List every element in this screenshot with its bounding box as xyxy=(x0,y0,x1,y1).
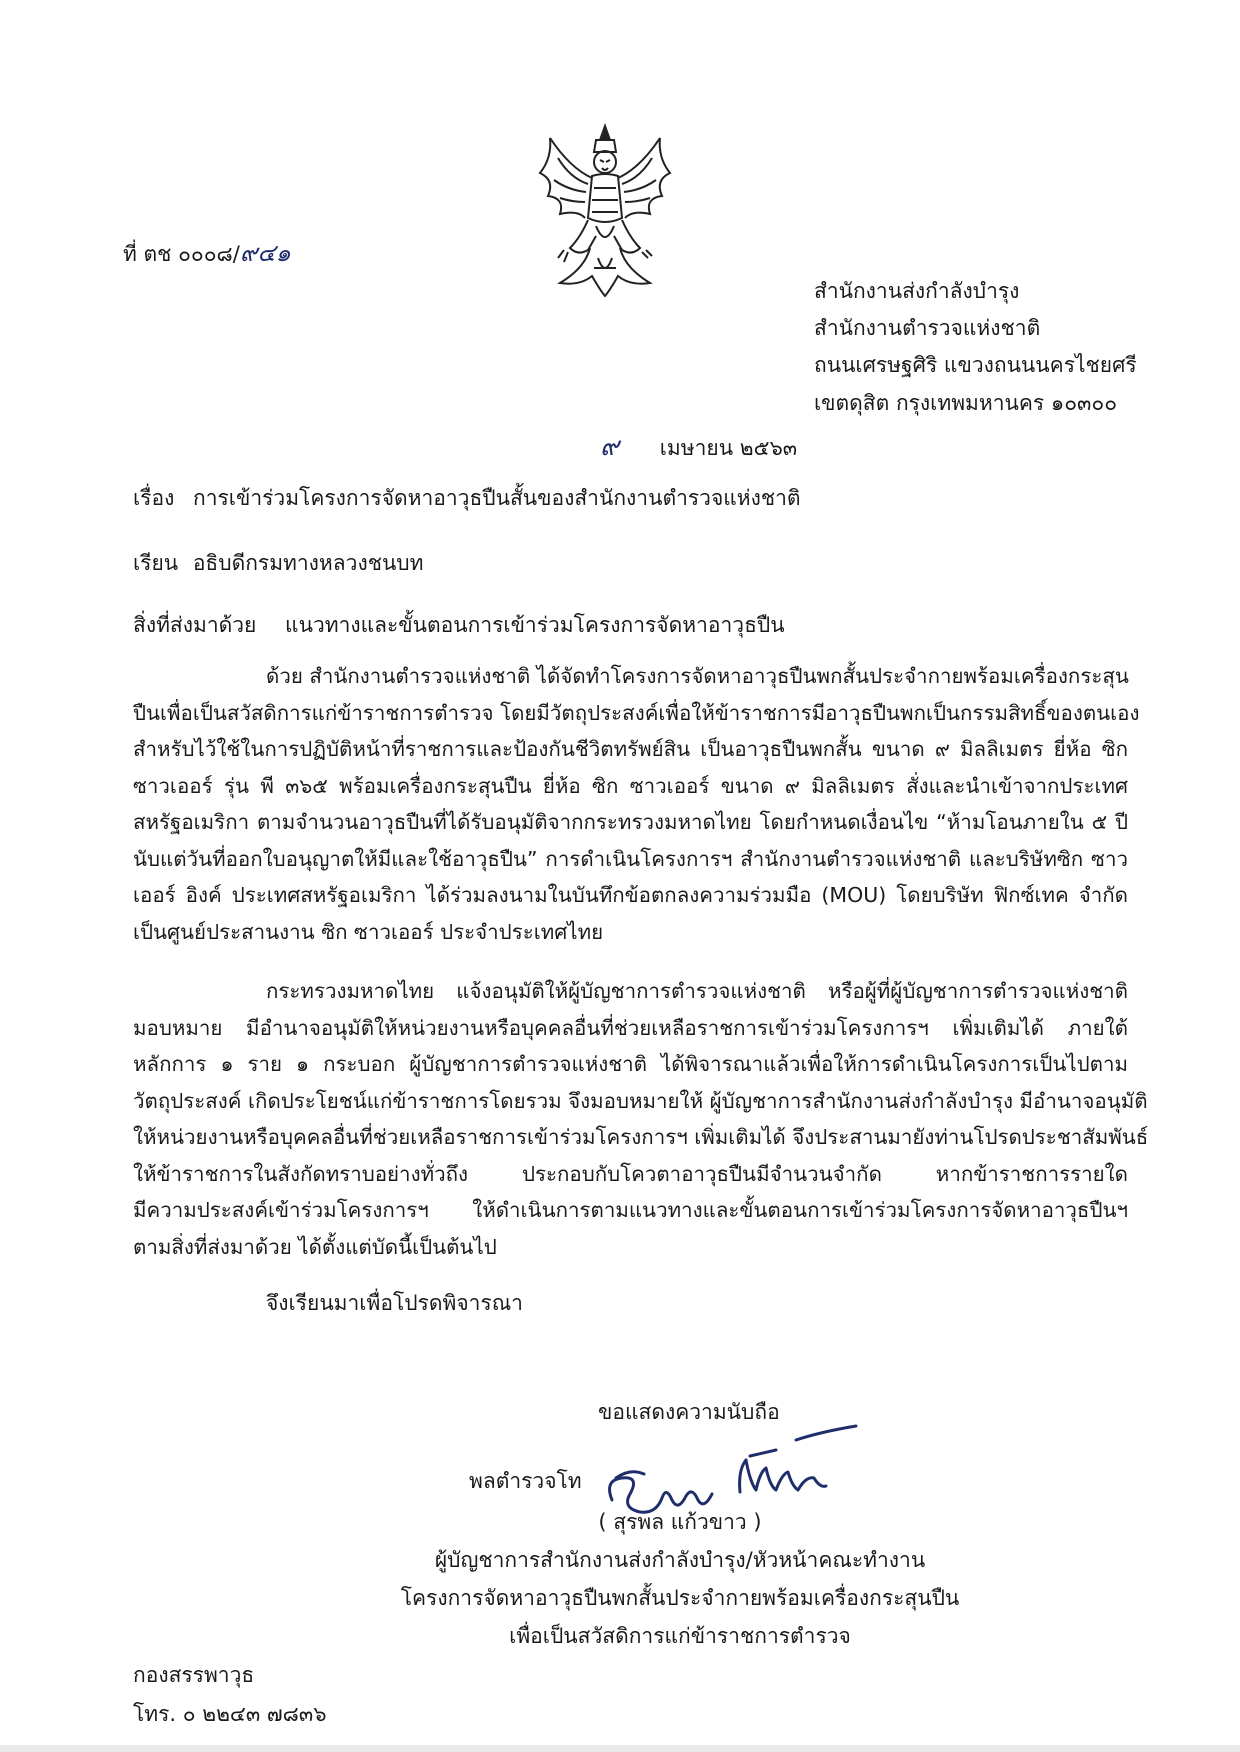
salutation-label: เรียน xyxy=(133,551,179,575)
reference-prefix: ที่ ตช ๐๐๐๘/ xyxy=(123,242,240,266)
enclosure-text: แนวทางและขั้นตอนการเข้าร่วมโครงการจัดหาอาวุธปืน xyxy=(285,613,785,637)
paragraph-line: มีความประสงค์เข้าร่วมโครงการฯ ให้ดำเนินการตามแนวทางและขั้นตอนการเข้าร่วมโครงการจัดหาอาวุธปืนฯ xyxy=(133,1198,1128,1222)
sender-office-line2: สำนักงานตำรวจแห่งชาติ xyxy=(814,316,1041,340)
closing-line: จึงเรียนมาเพื่อโปรดพิจารณา xyxy=(266,1291,523,1315)
paragraph-line: ตามสิ่งที่ส่งมาด้วย ได้ตั้งแต่บัดนี้เป็นต้นไป xyxy=(133,1234,497,1259)
letter-date xyxy=(600,432,797,463)
sender-address-line4: เขตดุสิต กรุงเทพมหานคร ๑๐๓๐๐ xyxy=(814,391,1118,415)
signatory-rank: พลตำรวจโท xyxy=(469,1469,582,1493)
salutation-line xyxy=(133,548,423,578)
paragraph-line: นับแต่วันที่ออกใบอนุญาตให้มีและใช้อาวุธปืน” การดำเนินโครงการฯ สำนักงานตำรวจแห่งชาติ และบริษัทซิก ซาว xyxy=(133,846,1128,871)
subject-label: เรื่อง xyxy=(133,486,175,510)
regards-line: ขอแสดงความนับถือ xyxy=(598,1400,780,1424)
signatory-position-line3: เพื่อเป็นสวัสดิการแก่ข้าราชการตำรวจ xyxy=(509,1624,851,1648)
signatory-position-line2: โครงการจัดหาอาวุธปืนพกสั้นประจำกายพร้อมเครื่องกระสุนปืน xyxy=(400,1586,960,1610)
paragraph-line: เป็นศูนย์ประสานงาน ซิก ซาวเออร์ ประจำประเทศไทย xyxy=(133,919,604,944)
paragraph-line: ให้ข้าราชการในสังกัดทราบอย่างทั่วถึง ประกอบกับโควตาอาวุธปืนมีจำนวนจำกัด หากข้าราชการรายใด xyxy=(133,1161,1128,1186)
sender-office-line1: สำนักงานส่งกำลังบำรุง xyxy=(814,279,1020,303)
date-day-handwritten: ๙ xyxy=(600,432,620,462)
signatory-name: ( สุรพล แก้วขาว ) xyxy=(598,1510,762,1534)
paragraph-line: ปืนเพื่อเป็นสวัสดิการแก่ข้าราชการตำรวจ โดยมีวัตถุประสงค์เพื่อให้ข้าราชการมีอาวุธปืนพกเป็นกรรมสิทธิ์ของตนเอง xyxy=(133,700,1140,725)
enclosure-line xyxy=(133,610,785,640)
footer-department: กองสรรพาวุธ xyxy=(133,1663,255,1687)
paragraph-line: ให้หน่วยงานหรือบุคคลอื่นที่ช่วยเหลือราชการเข้าร่วมโครงการฯ เพิ่มเติมได้ จึงประสานมายังท่านโปรดประชาสัมพันธ์ xyxy=(133,1125,1149,1149)
signatory-block xyxy=(380,1503,980,1655)
sender-address-line3: ถนนเศรษฐศิริ แขวงถนนนครไชยศรี xyxy=(814,353,1137,377)
body-paragraph-2 xyxy=(133,973,1149,1265)
garuda-emblem-icon xyxy=(530,118,680,298)
body-paragraph-1 xyxy=(133,658,1140,950)
signatory-position-line1: ผู้บัญชาการสำนักงานส่งกำลังบำรุง/หัวหน้าคณะทำงาน xyxy=(434,1548,926,1572)
paragraph-line: เออร์ อิงค์ ประเทศสหรัฐอเมริกา ได้ร่วมลงนามในบันทึกข้อตกลงความร่วมมือ (MOU) โดยบริษัท ฟิกซ์เทค จำกัด xyxy=(133,883,1128,907)
paragraph-line: สหรัฐอเมริกา ตามจำนวนอาวุธปืนที่ได้รับอนุมัติจากกระทรวงมหาดไทย โดยกำหนดเงื่อนไข “ห้ามโอนภายใน ๕ ปี xyxy=(133,810,1128,834)
paragraph-line: มอบหมาย มีอำนาจอนุมัติให้หน่วยงานหรือบุคคลอื่นที่ช่วยเหลือราชการเข้าร่วมโครงการฯ เพิ่มเติมได้ ภายใต้ xyxy=(133,1015,1128,1040)
paragraph-line: ด้วย สำนักงานตำรวจแห่งชาติ ได้จัดทำโครงการจัดหาอาวุธปืนพกสั้นประจำกายพร้อมเครื่องกระสุน xyxy=(266,664,1129,688)
paragraph-line: หลักการ ๑ ราย ๑ กระบอก ผู้บัญชาการตำรวจแห่งชาติ ได้พิจารณาแล้วเพื่อให้การดำเนินโครงการเป็นไปตาม xyxy=(133,1052,1128,1076)
reference-number-handwritten: ๙๔๑ xyxy=(239,239,291,267)
paragraph-line: สำหรับไว้ใช้ในการปฏิบัติหน้าที่ราชการและป้องกันชีวิตทรัพย์สิน เป็นอาวุธปืนพกสั้น ขนาด ๙ มิลลิเมตร ยี่ห้อ ซิก xyxy=(133,737,1128,761)
document-reference xyxy=(123,238,291,269)
scan-edge-divider xyxy=(0,1745,1240,1752)
paragraph-line: ซาวเออร์ รุ่น พี ๓๖๕ พร้อมเครื่องกระสุนปืน ยี่ห้อ ซิก ซาวเออร์ ขนาด ๙ มิลลิเมตร สั่งและนำเข้าจากประเทศ xyxy=(133,773,1128,798)
enclosure-label: สิ่งที่ส่งมาด้วย xyxy=(133,613,257,637)
paragraph-line: กระทรวงมหาดไทย แจ้งอนุมัติให้ผู้บัญชาการตำรวจแห่งชาติ หรือผู้ที่ผู้บัญชาการตำรวจแห่งชาติ xyxy=(266,979,1128,1003)
subject-line xyxy=(133,483,801,513)
subject-text: การเข้าร่วมโครงการจัดหาอาวุธปืนสั้นของสำนักงานตำรวจแห่งชาติ xyxy=(193,486,801,510)
footer-phone: โทร. ๐ ๒๒๔๓ ๗๘๓๖ xyxy=(133,1702,327,1726)
date-month-year: เมษายน ๒๕๖๓ xyxy=(659,436,798,460)
paragraph-line: วัตถุประสงค์ เกิดประโยชน์แก่ข้าราชการโดยรวม จึงมอบหมายให้ ผู้บัญชาการสำนักงานส่งกำลังบำรุง มีอำนาจอนุมัติ xyxy=(133,1088,1148,1113)
salutation-text: อธิบดีกรมทางหลวงชนบท xyxy=(192,551,424,575)
